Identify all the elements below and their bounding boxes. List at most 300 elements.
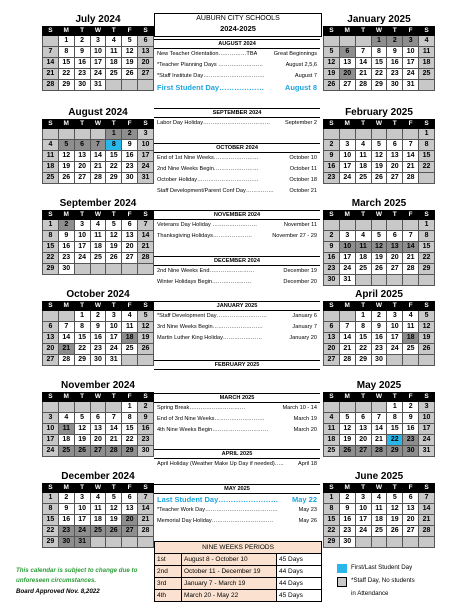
day-cell: 12	[419, 322, 435, 333]
weekday-header: T	[387, 120, 403, 129]
month-feb	[323, 107, 435, 184]
day-cell: 18	[324, 435, 340, 446]
day-cell: 26	[106, 253, 122, 264]
day-cell: 21	[371, 435, 387, 446]
day-cell: 24	[387, 344, 403, 355]
day-cell: 19	[371, 253, 387, 264]
day-cell: 18	[43, 162, 59, 173]
day-cell: 16	[324, 162, 340, 173]
day-cell: 11	[90, 231, 106, 242]
event-date: August 2,5,6	[285, 62, 317, 68]
weekday-header: F	[403, 484, 419, 493]
weekday-header: T	[387, 302, 403, 311]
day-cell: 20	[339, 69, 355, 80]
empty-cell	[138, 80, 154, 91]
event-row	[154, 60, 320, 71]
event-date: December 20	[283, 279, 317, 285]
day-cell: 17	[138, 151, 154, 162]
day-cell: 26	[122, 69, 138, 80]
day-cell: 9	[387, 47, 403, 58]
day-cell: 26	[371, 264, 387, 275]
day-cell: 31	[339, 275, 355, 286]
day-cell: 19	[387, 515, 403, 526]
day-cell: 30	[403, 446, 419, 457]
event-date: October 21	[289, 188, 317, 194]
weekday-header: F	[122, 211, 138, 220]
day-cell: 12	[122, 47, 138, 58]
day-cell: 15	[74, 333, 90, 344]
day-cell: 30	[58, 537, 74, 548]
day-cell: 28	[355, 80, 371, 91]
event-date: March 19	[293, 416, 317, 422]
day-cell: 12	[339, 424, 355, 435]
day-cell: 22	[106, 162, 122, 173]
weekday-header: S	[43, 302, 59, 311]
empty-cell	[419, 80, 435, 91]
day-cell: 8	[419, 231, 435, 242]
month-aug	[42, 107, 154, 184]
day-cell: 16	[339, 515, 355, 526]
empty-cell	[138, 264, 154, 275]
day-cell: 17	[339, 162, 355, 173]
day-cell: 17	[403, 58, 419, 69]
period-number: 1st	[155, 554, 182, 565]
day-cell: 29	[387, 446, 403, 457]
weekday-header: S	[419, 27, 435, 36]
day-cell: 15	[43, 242, 59, 253]
day-cell: 2	[138, 402, 154, 413]
empty-cell	[339, 311, 355, 322]
day-cell: 19	[419, 333, 435, 344]
day-cell: 6	[43, 322, 59, 333]
day-cell: 3	[74, 493, 90, 504]
empty-cell	[122, 355, 138, 366]
weekday-header: T	[74, 484, 90, 493]
event-date: March 10 - 14	[282, 405, 317, 411]
day-cell: 5	[324, 47, 340, 58]
day-cell: 15	[387, 424, 403, 435]
period-range: October 11 - December 19	[182, 566, 277, 577]
day-cell: 8	[122, 413, 138, 424]
day-cell: 22	[387, 435, 403, 446]
day-cell: 28	[371, 446, 387, 457]
day-cell: 30	[90, 355, 106, 366]
event-row	[154, 425, 320, 436]
month-title: November 2024	[61, 380, 135, 391]
disclaimer-note: This calendar is subject to change due to unforeseen circumstances.	[16, 567, 138, 584]
section-title: MAY 2025	[154, 484, 320, 494]
day-cell: 27	[339, 80, 355, 91]
event-date: October 18	[289, 177, 317, 183]
event-row	[154, 71, 320, 82]
day-cell: 7	[58, 322, 74, 333]
day-cell: 4	[43, 140, 59, 151]
day-cell: 12	[371, 151, 387, 162]
day-cell: 27	[355, 446, 371, 457]
day-cell: 18	[419, 58, 435, 69]
day-cell: 20	[43, 344, 59, 355]
period-row	[155, 554, 321, 566]
month-jul	[42, 14, 154, 91]
day-cell: 12	[324, 58, 340, 69]
event-label: *Staff Development Day………………………	[157, 313, 267, 319]
empty-cell	[371, 129, 387, 140]
day-cell: 7	[371, 413, 387, 424]
weekday-header: S	[419, 211, 435, 220]
weekday-header: F	[403, 211, 419, 220]
section-feb	[154, 360, 320, 370]
day-cell: 13	[138, 47, 154, 58]
weekday-header: T	[106, 484, 122, 493]
event-row	[154, 277, 320, 288]
day-cell: 26	[371, 173, 387, 184]
day-cell: 27	[74, 173, 90, 184]
weekday-header: W	[90, 393, 106, 402]
day-cell: 28	[138, 253, 154, 264]
event-label: End of 3rd Nine Weeks………………………	[157, 416, 265, 422]
day-cell: 9	[90, 322, 106, 333]
event-date: January 20	[289, 335, 317, 341]
weekday-header: S	[138, 484, 154, 493]
legend-first-last: First/Last Student Day	[351, 564, 413, 571]
weekday-header: M	[339, 211, 355, 220]
day-cell: 28	[403, 264, 419, 275]
day-cell: 10	[339, 151, 355, 162]
day-cell: 3	[339, 231, 355, 242]
day-cell: 23	[387, 69, 403, 80]
day-cell: 27	[387, 264, 403, 275]
weekday-header: M	[58, 211, 74, 220]
month-jan	[323, 14, 435, 91]
month-nov	[42, 380, 154, 457]
day-cell: 16	[58, 242, 74, 253]
section-title: JANUARY 2025	[154, 301, 320, 311]
empty-cell	[58, 129, 74, 140]
day-cell: 3	[403, 36, 419, 47]
day-cell: 30	[122, 173, 138, 184]
day-cell: 25	[106, 69, 122, 80]
month-grid	[323, 26, 435, 91]
weekday-header: T	[106, 211, 122, 220]
day-cell: 10	[138, 140, 154, 151]
day-cell: 5	[371, 231, 387, 242]
day-cell: 14	[58, 333, 74, 344]
event-label: Memorial Day Holiday……………………………	[157, 518, 274, 524]
weekday-header: W	[90, 27, 106, 36]
event-label: New Teacher Orientation……………TBA	[157, 51, 258, 57]
day-cell: 21	[403, 162, 419, 173]
legend-staff-day: *Staff Day, No students	[351, 577, 415, 584]
day-cell: 1	[419, 129, 435, 140]
day-cell: 20	[324, 344, 340, 355]
section-title: APRIL 2025	[154, 449, 320, 459]
day-cell: 23	[324, 264, 340, 275]
day-cell: 18	[371, 515, 387, 526]
day-cell: 26	[419, 344, 435, 355]
weekday-header: F	[122, 27, 138, 36]
month-grid	[42, 301, 154, 366]
day-cell: 23	[90, 344, 106, 355]
day-cell: 7	[138, 493, 154, 504]
day-cell: 22	[58, 69, 74, 80]
day-cell: 4	[90, 493, 106, 504]
day-cell: 11	[324, 424, 340, 435]
day-cell: 14	[403, 242, 419, 253]
day-cell: 12	[74, 424, 90, 435]
day-cell: 5	[106, 493, 122, 504]
day-cell: 13	[90, 424, 106, 435]
day-cell: 18	[355, 253, 371, 264]
day-cell: 11	[122, 322, 138, 333]
day-cell: 7	[106, 413, 122, 424]
day-cell: 31	[419, 446, 435, 457]
day-cell: 28	[58, 355, 74, 366]
weekday-header: M	[58, 302, 74, 311]
day-cell: 14	[106, 424, 122, 435]
day-cell: 17	[43, 435, 59, 446]
month-grid	[323, 483, 435, 548]
weekday-header: S	[43, 120, 59, 129]
day-cell: 19	[371, 162, 387, 173]
weekday-header: T	[387, 27, 403, 36]
day-cell: 3	[339, 140, 355, 151]
event-date: April 18	[298, 461, 317, 467]
day-cell: 2	[339, 493, 355, 504]
event-label: End of 1st Nine Weeks……………………	[157, 155, 259, 161]
section-title: FEBRUARY 2025	[154, 360, 320, 370]
day-cell: 4	[403, 311, 419, 322]
day-cell: 23	[403, 435, 419, 446]
weekday-header: T	[74, 393, 90, 402]
day-cell: 15	[355, 333, 371, 344]
weekday-header: F	[403, 302, 419, 311]
event-row	[154, 118, 320, 129]
day-cell: 9	[122, 140, 138, 151]
section-title: OCTOBER 2024	[154, 143, 320, 153]
empty-cell	[106, 264, 122, 275]
event-label: 3rd Nine Weeks Begin………………………	[157, 324, 263, 330]
day-cell: 18	[403, 333, 419, 344]
weekday-header: S	[43, 27, 59, 36]
weekday-header: T	[355, 484, 371, 493]
empty-cell	[355, 36, 371, 47]
day-cell: 13	[387, 242, 403, 253]
day-cell: 21	[138, 242, 154, 253]
day-cell: 18	[58, 435, 74, 446]
section-jan	[154, 301, 320, 344]
day-cell: 2	[371, 311, 387, 322]
day-cell: 2	[324, 231, 340, 242]
weekday-header: S	[138, 302, 154, 311]
month-dec	[42, 471, 154, 548]
day-cell: 13	[387, 151, 403, 162]
day-cell: 19	[339, 435, 355, 446]
section-mar	[154, 393, 320, 436]
event-row	[154, 459, 320, 470]
day-cell: 22	[43, 253, 59, 264]
day-cell: 6	[324, 322, 340, 333]
day-cell: 5	[138, 311, 154, 322]
event-date: March 20	[293, 427, 317, 433]
day-cell: 10	[74, 231, 90, 242]
day-cell: 8	[419, 140, 435, 151]
event-date: Great Beginnings	[273, 51, 317, 57]
day-cell: 21	[106, 435, 122, 446]
day-cell: 24	[339, 173, 355, 184]
day-cell: 24	[74, 526, 90, 537]
day-cell: 2	[58, 493, 74, 504]
day-cell: 30	[74, 80, 90, 91]
day-cell: 17	[419, 424, 435, 435]
day-cell: 30	[138, 446, 154, 457]
day-cell: 19	[106, 515, 122, 526]
period-range: August 8 - October 10	[182, 554, 277, 565]
day-cell: 27	[324, 355, 340, 366]
weekday-header: S	[324, 27, 340, 36]
empty-cell	[122, 537, 138, 548]
day-cell: 11	[58, 424, 74, 435]
day-cell: 8	[58, 47, 74, 58]
empty-cell	[339, 220, 355, 231]
day-cell: 15	[106, 151, 122, 162]
day-cell: 27	[387, 173, 403, 184]
empty-cell	[339, 129, 355, 140]
day-cell: 23	[58, 526, 74, 537]
day-cell: 10	[74, 504, 90, 515]
empty-cell	[324, 402, 340, 413]
day-cell: 14	[419, 504, 435, 515]
empty-cell	[355, 537, 371, 548]
event-label: Winter Holidays Begin…………………	[157, 279, 252, 285]
day-cell: 8	[106, 140, 122, 151]
day-cell: 5	[58, 140, 74, 151]
day-cell: 3	[106, 311, 122, 322]
weekday-header: M	[339, 484, 355, 493]
month-title: August 2024	[68, 107, 128, 118]
day-cell: 17	[106, 333, 122, 344]
event-date: October 11	[289, 166, 317, 172]
empty-cell	[90, 537, 106, 548]
weekday-header: S	[419, 393, 435, 402]
day-cell: 10	[339, 242, 355, 253]
day-cell: 23	[74, 69, 90, 80]
event-label: *Staff Institute Day……………………………	[157, 73, 265, 79]
day-cell: 15	[371, 58, 387, 69]
day-cell: 31	[106, 355, 122, 366]
weekday-header: S	[419, 302, 435, 311]
day-cell: 17	[355, 515, 371, 526]
day-cell: 9	[339, 504, 355, 515]
day-cell: 6	[122, 220, 138, 231]
weekday-header: S	[43, 393, 59, 402]
period-days: 44 Days	[279, 568, 303, 575]
day-cell: 23	[339, 526, 355, 537]
day-cell: 4	[419, 36, 435, 47]
empty-cell	[58, 402, 74, 413]
weekday-header: S	[324, 393, 340, 402]
day-cell: 2	[74, 36, 90, 47]
day-cell: 24	[74, 253, 90, 264]
empty-cell	[324, 220, 340, 231]
day-cell: 16	[324, 253, 340, 264]
day-cell: 30	[58, 264, 74, 275]
day-cell: 17	[339, 253, 355, 264]
day-cell: 15	[58, 58, 74, 69]
day-cell: 29	[355, 355, 371, 366]
weekday-header: W	[90, 302, 106, 311]
empty-cell	[122, 80, 138, 91]
day-cell: 25	[324, 446, 340, 457]
month-grid	[323, 392, 435, 457]
weekday-header: W	[371, 211, 387, 220]
day-cell: 19	[106, 242, 122, 253]
day-cell: 19	[324, 69, 340, 80]
section-title: MARCH 2025	[154, 393, 320, 403]
day-cell: 28	[90, 173, 106, 184]
empty-cell	[403, 220, 419, 231]
day-cell: 13	[122, 231, 138, 242]
day-cell: 22	[419, 162, 435, 173]
day-cell: 4	[106, 36, 122, 47]
day-cell: 14	[138, 231, 154, 242]
empty-cell	[419, 173, 435, 184]
day-cell: 1	[355, 311, 371, 322]
day-cell: 17	[387, 333, 403, 344]
section-nov	[154, 210, 320, 242]
day-cell: 10	[403, 47, 419, 58]
empty-cell	[355, 402, 371, 413]
event-row	[154, 186, 320, 197]
day-cell: 18	[122, 333, 138, 344]
event-label: Veterans Day Holiday ……………………	[157, 222, 258, 228]
event-row	[154, 322, 320, 333]
event-label: Spring Break…………………………	[157, 405, 246, 411]
day-cell: 24	[339, 264, 355, 275]
day-cell: 14	[90, 151, 106, 162]
day-cell: 18	[90, 515, 106, 526]
day-cell: 20	[355, 435, 371, 446]
day-cell: 27	[43, 355, 59, 366]
empty-cell	[403, 129, 419, 140]
weekday-header: S	[419, 484, 435, 493]
day-cell: 28	[339, 355, 355, 366]
empty-cell	[403, 537, 419, 548]
month-title: September 2024	[59, 198, 137, 209]
day-cell: 8	[355, 322, 371, 333]
day-cell: 13	[403, 504, 419, 515]
weekday-header: S	[138, 120, 154, 129]
day-cell: 1	[106, 129, 122, 140]
day-cell: 10	[387, 322, 403, 333]
day-cell: 27	[403, 526, 419, 537]
month-title: January 2025	[347, 14, 411, 25]
day-cell: 5	[106, 220, 122, 231]
day-cell: 21	[43, 69, 59, 80]
month-title: December 2024	[61, 471, 135, 482]
day-cell: 7	[403, 140, 419, 151]
weekday-header: F	[122, 302, 138, 311]
day-cell: 21	[90, 162, 106, 173]
month-may	[323, 380, 435, 457]
day-cell: 8	[74, 322, 90, 333]
period-range: March 20 - May 22	[182, 590, 277, 601]
event-label: First Student Day………………	[157, 83, 265, 92]
day-cell: 2	[324, 140, 340, 151]
day-cell: 9	[324, 151, 340, 162]
board-approved: Board Approved Nov. 8,2022	[16, 588, 100, 595]
event-row	[154, 266, 320, 277]
month-title: February 2025	[345, 107, 413, 118]
